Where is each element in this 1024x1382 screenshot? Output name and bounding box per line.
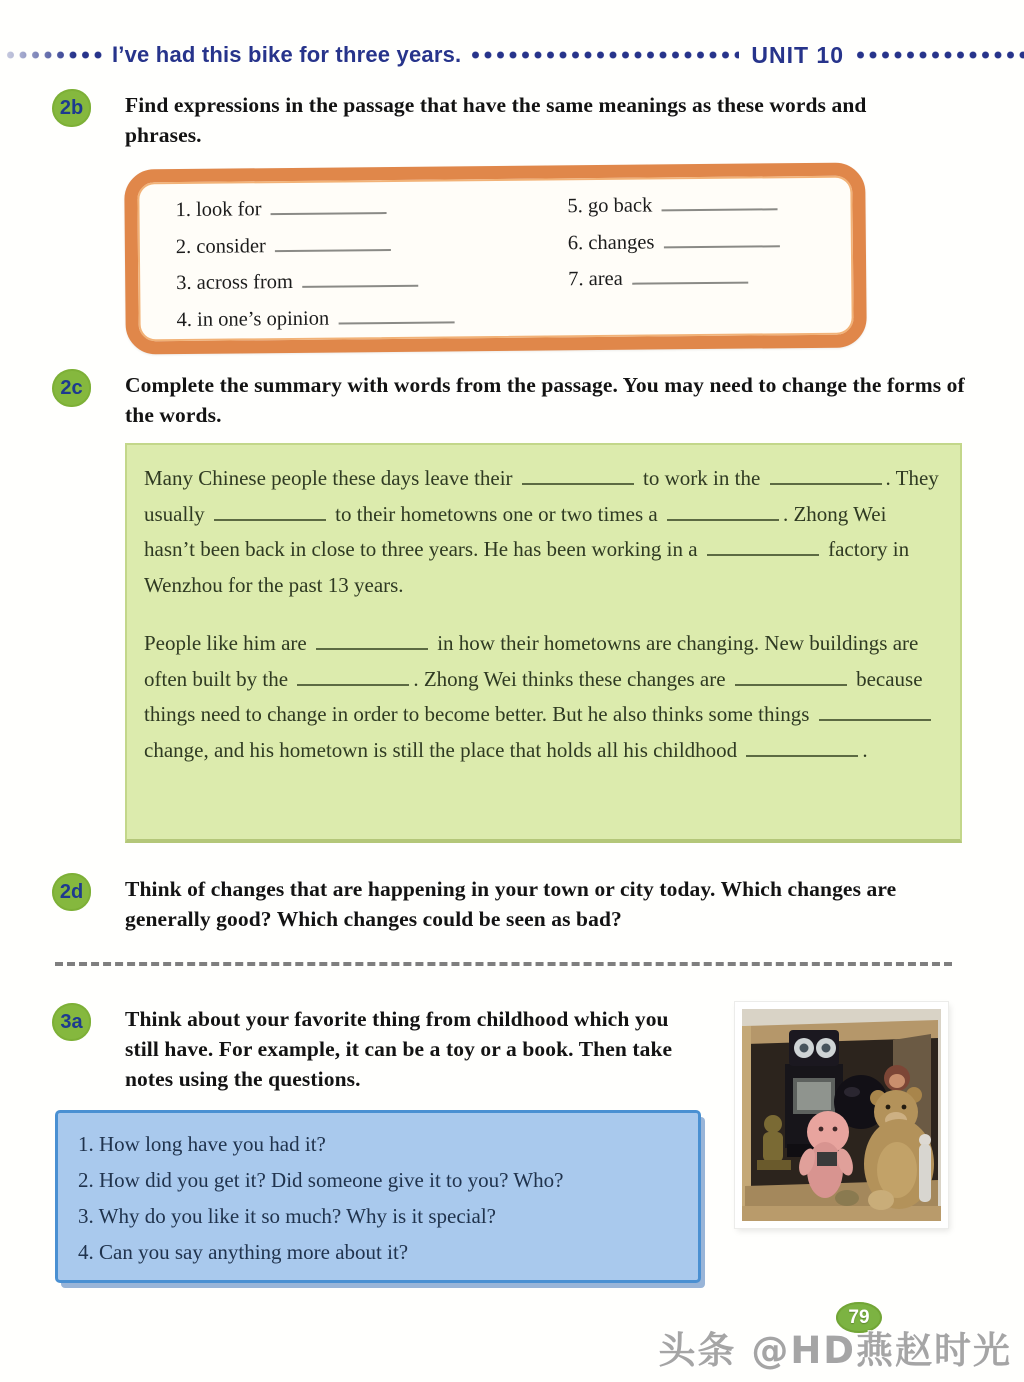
question-item: 3. Why do you like it so much? Why is it special? — [78, 1204, 496, 1228]
toys-photo-illustration — [735, 1002, 948, 1228]
blank-line — [297, 670, 409, 686]
blank-line — [819, 705, 931, 721]
summary-box — [125, 443, 962, 843]
blank-line — [316, 634, 428, 650]
question-item: 4. Can you say anything more about it? — [78, 1240, 409, 1264]
blank-line — [663, 231, 779, 248]
badge-2c: 2c — [52, 369, 91, 407]
questions-list — [78, 1126, 698, 1270]
summary-paragraph: Many Chinese people these days leave their to work in the . They usually to their hometowns one or two times a . Zhong Wei hasn’t been back in close to three years. He has been working in a factory in Wenzhou for the past 13 years. — [144, 466, 939, 597]
instruction-3a: Think about your favorite thing from childhood which you still have. For example, it can be a toy or a book. Then take notes using the questions. — [125, 1007, 673, 1091]
expression-item — [568, 223, 784, 262]
question-item: 2. How did you get it? Did someone give it to you? Who? — [78, 1168, 564, 1192]
instruction-2b: Find expressions in the passage that have the same meanings as these words and phrases. — [125, 93, 867, 147]
expression-label: 1. look for — [175, 198, 267, 222]
blank-line — [302, 271, 418, 288]
blank-line — [271, 198, 387, 215]
expression-item — [176, 298, 568, 338]
expression-item — [176, 261, 568, 301]
expression-item — [568, 259, 784, 298]
dashed-divider — [55, 962, 952, 966]
expression-label: 4. in one’s opinion — [176, 307, 335, 331]
instruction-2c: Complete the summary with words from the passage. You may need to change the forms of the words. — [125, 373, 965, 427]
dot-leader-icon — [856, 50, 1024, 60]
expression-item — [567, 186, 783, 225]
blank-line — [770, 469, 882, 485]
expressions-box — [124, 162, 867, 354]
blank-line — [735, 670, 847, 686]
expression-label: 5. go back — [567, 194, 658, 218]
expression-label: 2. consider — [175, 234, 272, 258]
watermark: 头条 @HD燕赵时光 — [658, 1329, 1012, 1372]
blank-line — [522, 469, 634, 485]
expression-item — [175, 188, 567, 228]
summary-paragraph: People like him are in how their hometowns are changing. New buildings are often built by the . Zhong Wei thinks these changes are because things need to change in order to become better. But he also thinks some things change, and his hometown is still the place that holds all his childhood . — [144, 626, 942, 768]
blank-line — [707, 540, 819, 556]
dot-leader-icon — [6, 50, 104, 60]
blank-line — [746, 741, 858, 757]
page-number-badge: 79 — [836, 1302, 882, 1333]
page-title: I’ve had this bike for three years. — [112, 42, 462, 67]
blank-line — [632, 268, 748, 285]
toys-photo — [735, 1002, 948, 1228]
expressions-left-column — [175, 188, 568, 338]
blank-line — [338, 307, 454, 324]
blank-line — [275, 235, 391, 252]
badge-2d: 2d — [52, 873, 91, 911]
dot-leader-icon — [471, 50, 739, 60]
badge-2b: 2b — [52, 89, 91, 127]
questions-box — [55, 1110, 701, 1283]
instruction-2d: Think of changes that are happening in your town or city today. Which changes are generally good? Which changes could be seen as bad? — [125, 877, 897, 931]
expressions-right-column — [567, 186, 784, 298]
unit-label: UNIT 10 — [751, 41, 844, 68]
expression-label: 6. changes — [567, 230, 660, 254]
question-item: 1. How long have you had it? — [78, 1132, 326, 1156]
blank-line — [661, 194, 777, 211]
expression-item — [176, 225, 568, 265]
header — [0, 40, 1024, 70]
blank-line — [667, 505, 779, 521]
blank-line — [214, 505, 326, 521]
badge-3a: 3a — [52, 1003, 91, 1041]
expression-label: 7. area — [568, 267, 629, 291]
expression-label: 3. across from — [176, 270, 299, 295]
